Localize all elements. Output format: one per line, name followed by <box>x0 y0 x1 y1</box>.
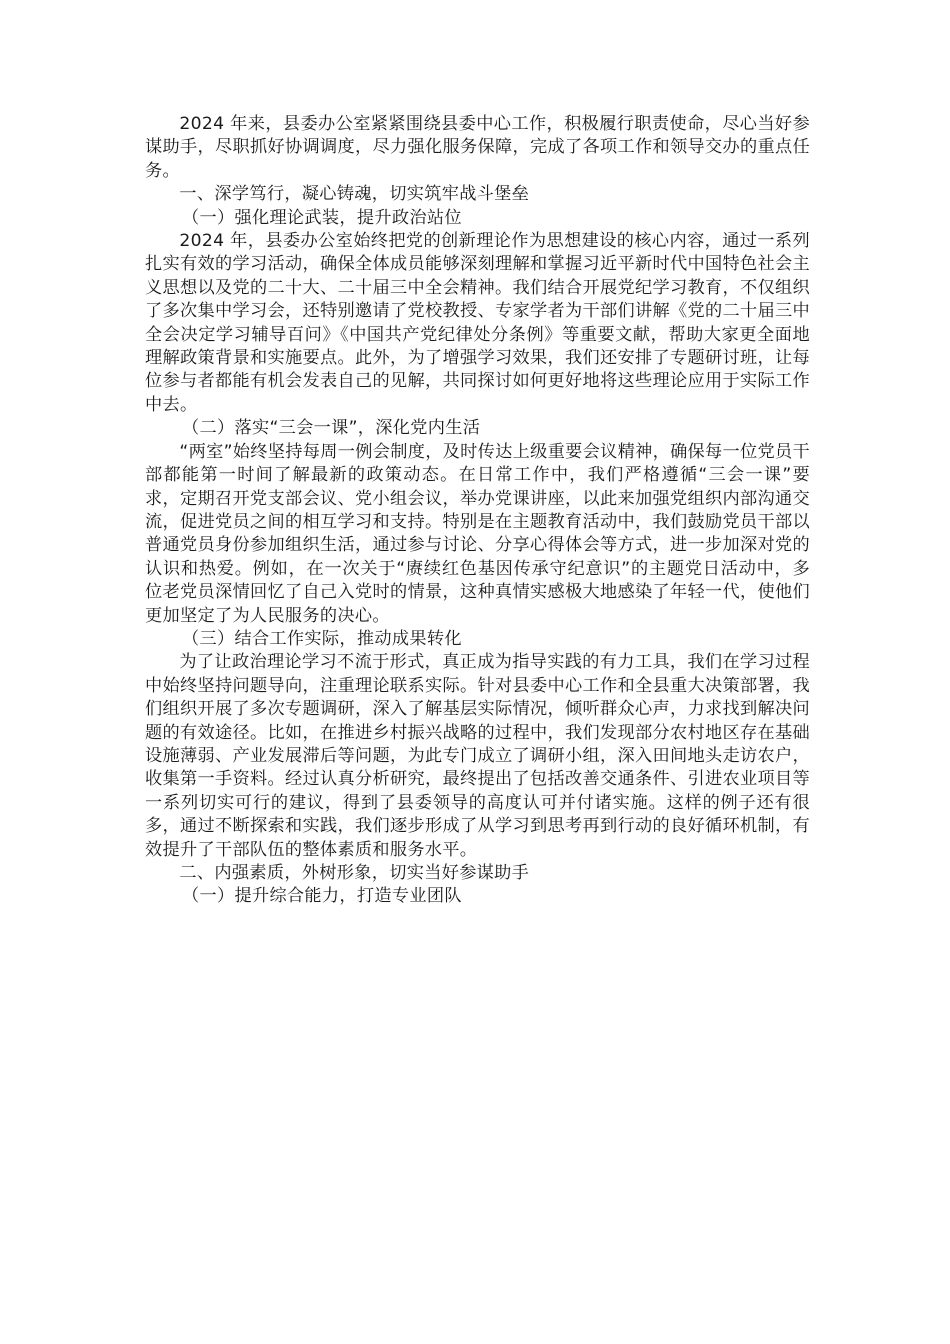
subsection-1-body: 2024 年，县委办公室始终把党的创新理论作为思想建设的核心内容，通过一系列扎实有效的学习活动，确保全体成员能够深刻理解和掌握习近平新时代中国特色社会主义思想以及党的二十大、二十届三中全会精神。我们结合开展党纪学习教育，不仅组织了多次集中学习会，还特别邀请了党校教授、专家学者为干部们讲解《党的二十届三中全会决定学习辅导百问》《中国共产党纪律处分条例》等重要文献，帮助大家更全面地理解政策背景和实施要点。此外，为了增强学习效果，我们还安排了专题研讨班，让每位参与者都能有机会发表自己的见解，共同探讨如何更好地将这些理论应用于实际工作中去。 <box>145 231 810 415</box>
section-2-heading: 二、内强素质，外树形象，切实当好参谋助手 <box>179 863 530 883</box>
subsection-3-body: 为了让政治理论学习不流于形式，真正成为指导实践的有力工具，我们在学习过程中始终坚持问题导向，注重理论联系实际。针对县委中心工作和全县重大决策部署，我们组织开展了多次专题调研，深入了解基层实际情况，倾听群众心声，力求找到解决问题的有效途径。比如，在推进乡村振兴战略的过程中，我们发现部分农村地区存在基础设施薄弱、产业发展滞后等问题，为此专门成立了调研小组，深入田间地头走访农户，收集第一手资料。经过认真分析研究，最终提出了包括改善交通条件、引进农业项目等一系列切实可行的建议，得到了县委领导的高度认可并付诸实施。这样的例子还有很多，通过不断探索和实践，我们逐步形成了从学习到思考再到行动的良好循环机制，有效提升了干部队伍的整体素质和服务水平。 <box>145 652 810 860</box>
section-1-heading: 一、深学笃行，凝心铸魂，切实筑牢战斗堡垒 <box>179 184 530 205</box>
document-page <box>145 113 810 909</box>
intro-paragraph: 2024 年来，县委办公室紧紧围绕县委中心工作，积极履行职责使命，尽心当好参谋助手，尽职抓好协调调度，尽力强化服务保障，完成了各项工作和领导交办的重点任务。 <box>145 114 810 181</box>
subsection-2-heading: （二）落实“三会一课”，深化党内生活 <box>182 418 481 439</box>
subsection-3-heading: （三）结合工作实际，推动成果转化 <box>182 628 462 649</box>
subsection-4-heading: （一）提升综合能力，打造专业团队 <box>182 886 462 907</box>
subsection-2-body: “两室”始终坚持每周一例会制度，及时传达上级重要会议精神，确保每一位党员干部都能第一时间了解最新的政策动态。在日常工作中，我们严格遵循“三会一课”要求，定期召开党支部会议、党小组会议，举办党课讲座，以此来加强党组织内部沟通交流，促进党员之间的相互学习和支持。特别是在主题教育活动中，我们鼓励党员干部以普通党员身份参加组织生活，通过参与讨论、分享心得体会等方式，进一步加深对党的认识和热爱。例如，在一次关于“赓续红色基因传承守纪意识”的主题党日活动中，多位老党员深情回忆了自己入党时的情景，这种真情实感极大地感染了年轻一代，使他们更加坚定了为人民服务的决心。 <box>145 441 810 626</box>
subsection-1-heading: （一）强化理论武装，提升政治站位 <box>182 207 462 228</box>
